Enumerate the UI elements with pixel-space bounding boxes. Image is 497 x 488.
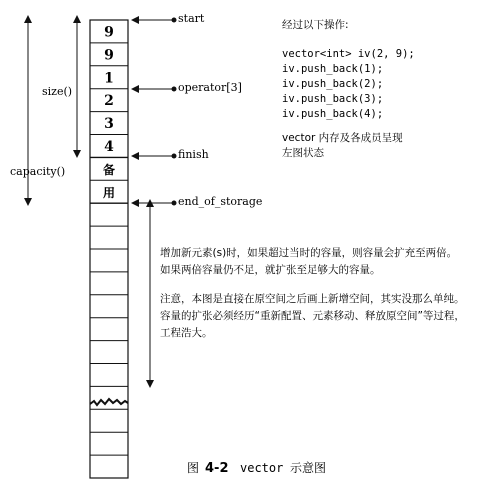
caption-suffix: 示意图 (290, 461, 327, 475)
cell-value: 用 (102, 185, 116, 200)
code-outro-line: 左图状态 (282, 147, 324, 159)
cell-value: 3 (104, 116, 114, 133)
code-line: iv.push_back(3); (282, 93, 384, 105)
cell-value: 2 (104, 93, 114, 110)
cell-value: 4 (104, 138, 114, 155)
code-line: iv.push_back(2); (282, 78, 384, 90)
note-line: 容量的扩张必须经历“重新配置、元素移动、释放原空间”等过程， (160, 310, 465, 322)
cell-value: 备 (102, 162, 116, 177)
caption-number: 4-2 (205, 461, 229, 476)
code-lines (282, 48, 415, 120)
cell-value: 9 (104, 47, 114, 64)
caption-prefix: 图 (187, 461, 200, 475)
figure-caption (187, 461, 326, 476)
note-line: 工程浩大。 (160, 327, 213, 339)
start-label: start (178, 12, 205, 25)
start-pointer-dot (172, 18, 177, 23)
code-line: vector<int> iv(2, 9); (282, 48, 415, 60)
finish-label: finish (178, 148, 209, 161)
note-line: 如果两倍容量仍不足，就扩张至足够大的容量。 (160, 264, 381, 276)
operator-pointer-dot (172, 87, 177, 92)
size-label: size() (42, 85, 73, 98)
end-of-storage-label: end_of_storage (178, 195, 263, 208)
cell-value: 9 (104, 24, 114, 41)
note-line: 注意，本图是直接在原空间之后画上新增空间，其实没那么单纯。 (160, 293, 465, 305)
memory-cells (90, 20, 128, 478)
operator-label: operator[3] (178, 81, 242, 94)
cell-value: 1 (104, 70, 114, 87)
caption-code: vector (240, 461, 284, 475)
code-line: iv.push_back(4); (282, 108, 384, 120)
code-intro: 经过以下操作: (282, 19, 349, 31)
code-outro-line: vector 内存及各成员呈现 (282, 132, 403, 144)
finish-pointer-dot (172, 154, 177, 159)
end-of-storage-pointer-dot (172, 201, 177, 206)
code-line: iv.push_back(1); (282, 63, 384, 75)
note-line: 增加新元素(s)时，如果超过当时的容量，则容量会扩充至两倍。 (160, 247, 458, 259)
capacity-label: capacity() (10, 165, 66, 178)
